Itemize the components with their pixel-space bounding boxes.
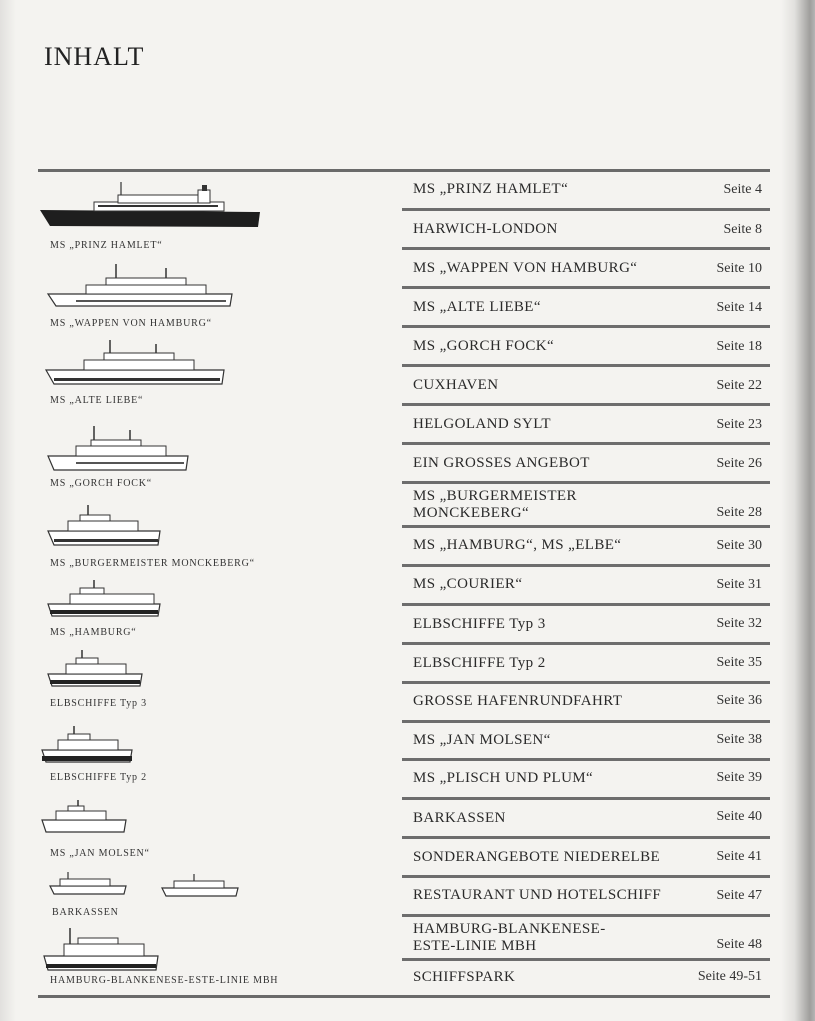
ship-caption: MS „GORCH FOCK“ (50, 478, 153, 489)
ship-caption: MS „PRINZ HAMLET“ (50, 240, 163, 251)
toc-entry-page: Seite 31 (716, 577, 762, 592)
ship-hbel-icon (42, 928, 162, 974)
toc-entry[interactable] (402, 839, 770, 878)
toc-entry-page: Seite 49-51 (697, 969, 762, 984)
ship-caption: MS „JAN MOLSEN“ (50, 848, 150, 859)
toc-entry[interactable] (402, 606, 770, 645)
toc-entry[interactable] (402, 567, 770, 606)
toc-entry-title: MS „HAMBURG“, MS „ELBE“ (413, 537, 622, 553)
toc-entry-page: Seite 47 (716, 888, 762, 903)
ship-burgermeister-monckeberg-icon (46, 505, 164, 549)
toc-entry-title-line-2: ESTE-LINIE MBH (413, 938, 537, 954)
toc-entry-title: BARKASSEN (413, 810, 506, 826)
toc-entry-title: MS „WAPPEN VON HAMBURG“ (413, 260, 638, 276)
toc-entry[interactable] (402, 211, 770, 250)
toc-entry-title: MS „PLISCH UND PLUM“ (413, 770, 594, 786)
ship-caption: MS „ALTE LIEBE“ (50, 395, 144, 406)
toc-entry-page: Seite 36 (716, 693, 762, 708)
ship-caption: MS „HAMBURG“ (50, 627, 137, 638)
toc-entry-title: HARWICH-LONDON (413, 221, 558, 237)
toc-entry-page: Seite 28 (716, 505, 762, 520)
ship-caption: ELBSCHIFFE Typ 2 (50, 772, 147, 783)
toc-entry-page: Seite 38 (716, 732, 762, 747)
toc-entry-title: CUXHAVEN (413, 377, 499, 393)
ship-caption: MS „WAPPEN VON HAMBURG“ (50, 318, 212, 329)
toc-entry-title: SCHIFFSPARK (413, 969, 516, 985)
ship-caption: MS „BURGERMEISTER MONCKEBERG“ (50, 558, 255, 569)
ship-hamburg-icon (46, 580, 164, 620)
toc-entry-title: MS „PRINZ HAMLET“ (413, 181, 569, 197)
toc-entry[interactable] (402, 761, 770, 800)
toc-entry[interactable] (402, 484, 770, 528)
toc-entry-title: SONDERANGEBOTE NIEDERELBE (413, 849, 661, 865)
ship-alte-liebe-icon (44, 340, 228, 388)
toc-entry[interactable] (402, 406, 770, 445)
toc-entry-title: RESTAURANT UND HOTELSCHIFF (413, 887, 662, 903)
ship-caption: HAMBURG-BLANKENESE-ESTE-LINIE MBH (50, 975, 279, 986)
toc-entry-title: MS „COURIER“ (413, 576, 523, 592)
toc-entry-page: Seite 32 (716, 616, 762, 631)
toc-entry-page: Seite 41 (716, 849, 762, 864)
toc-entry-page: Seite 35 (716, 655, 762, 670)
toc-entry-page: Seite 48 (716, 937, 762, 952)
toc-entry[interactable] (402, 878, 770, 917)
toc-entry-title: MS „JAN MOLSEN“ (413, 732, 551, 748)
ship-jan-molsen-icon (40, 800, 130, 836)
bottom-divider (38, 995, 770, 998)
toc-entry-page: Seite 8 (723, 222, 762, 237)
ship-barkasse-1-icon (48, 872, 130, 898)
toc-entry-title-line-2: MONCKEBERG“ (413, 505, 530, 521)
ship-barkasse-2-icon (160, 874, 242, 900)
toc-entry[interactable] (402, 172, 770, 211)
toc-entry-title: HAMBURG-BLANKENESE- (413, 921, 606, 937)
toc-entry-title: MS „BURGERMEISTER (413, 488, 577, 504)
ship-wappen-von-hamburg-icon (46, 262, 236, 310)
toc-entry[interactable] (402, 961, 770, 995)
toc-entry[interactable] (402, 645, 770, 684)
toc-entry[interactable] (402, 367, 770, 406)
toc-entry-page: Seite 30 (716, 538, 762, 553)
ship-elbschiffe-typ-3-icon (46, 650, 146, 690)
toc-entry-page: Seite 40 (716, 809, 762, 824)
toc-entry-page: Seite 10 (716, 261, 762, 276)
toc-entry[interactable] (402, 528, 770, 567)
toc-entry[interactable] (402, 289, 770, 328)
toc-entry-title: HELGOLAND SYLT (413, 416, 551, 432)
ship-caption: BARKASSEN (52, 907, 119, 918)
ship-gorch-fock-icon (46, 426, 192, 474)
toc-entry[interactable] (402, 250, 770, 289)
page-gutter-shadow (781, 0, 815, 1021)
toc-entry[interactable] (402, 445, 770, 484)
toc-entry[interactable] (402, 800, 770, 839)
toc-entry[interactable] (402, 917, 770, 961)
toc-entry-title: EIN GROSSES ANGEBOT (413, 455, 590, 471)
toc-entry-page: Seite 26 (716, 456, 762, 471)
toc-entry[interactable] (402, 328, 770, 367)
toc-entry-title: MS „ALTE LIEBE“ (413, 299, 541, 315)
toc-entry-title: ELBSCHIFFE Typ 2 (413, 655, 546, 671)
toc-entry-page: Seite 4 (723, 182, 762, 197)
toc-entry-title: GROSSE HAFENRUNDFAHRT (413, 693, 623, 709)
toc-entry-page: Seite 14 (716, 300, 762, 315)
ship-elbschiffe-typ-2-icon (40, 726, 136, 766)
ship-prinz-hamlet-icon (38, 182, 266, 234)
toc-entry-page: Seite 39 (716, 770, 762, 785)
toc-entry-page: Seite 18 (716, 339, 762, 354)
page-title: INHALT (44, 42, 145, 71)
toc-entry[interactable] (402, 684, 770, 723)
page-gutter-shadow-left (0, 0, 16, 1021)
ship-caption: ELBSCHIFFE Typ 3 (50, 698, 147, 709)
toc-entry[interactable] (402, 723, 770, 761)
toc-entry-page: Seite 22 (716, 378, 762, 393)
toc-entry-title: ELBSCHIFFE Typ 3 (413, 616, 546, 632)
toc-entry-title: MS „GORCH FOCK“ (413, 338, 555, 354)
toc-entry-page: Seite 23 (716, 417, 762, 432)
